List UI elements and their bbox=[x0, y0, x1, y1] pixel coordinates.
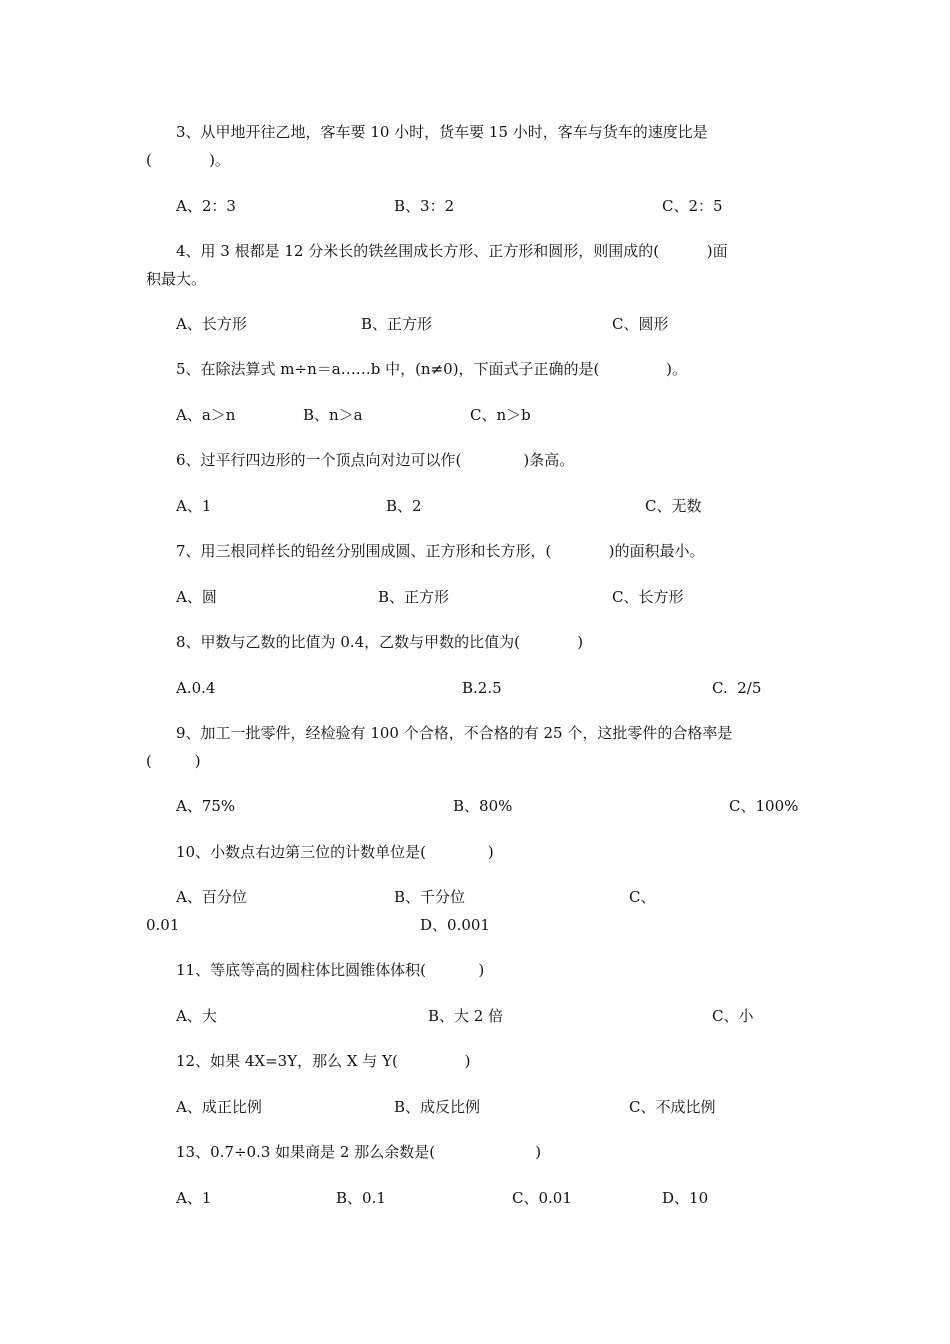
question-13-option-a: A、1 bbox=[176, 1189, 212, 1207]
question-3-stem: 3、从甲地开往乙地，客车要 10 小时，货车要 15 小时，客车与货车的速度比是 bbox=[176, 123, 708, 141]
question-5-option-b: B、n＞a bbox=[303, 406, 363, 424]
question-7-option-b: B、正方形 bbox=[378, 588, 450, 606]
question-3-blank: ( )。 bbox=[146, 151, 230, 169]
question-12-option-c: C、不成比例 bbox=[629, 1098, 716, 1116]
question-3-option-b: B、3：2 bbox=[394, 197, 455, 215]
question-10-option-c-value: 0.01 bbox=[146, 916, 180, 934]
question-4-option-a: A、长方形 bbox=[176, 315, 247, 333]
question-10-option-b: B、千分位 bbox=[394, 888, 466, 906]
question-8-option-c: C. 2/5 bbox=[712, 679, 762, 697]
question-6-option-b: B、2 bbox=[386, 497, 422, 515]
question-13-stem: 13、0.7÷0.3 如果商是 2 那么余数是( ) bbox=[176, 1143, 542, 1161]
question-10-option-a: A、百分位 bbox=[176, 888, 247, 906]
question-6-option-a: A、1 bbox=[176, 497, 212, 515]
question-10-stem: 10、小数点右边第三位的计数单位是( ) bbox=[176, 843, 494, 861]
question-10-option-c: C、 bbox=[629, 888, 656, 906]
question-7-option-c: C、长方形 bbox=[612, 588, 684, 606]
question-13-option-d: D、10 bbox=[662, 1189, 709, 1207]
question-8-option-b: B.2.5 bbox=[462, 679, 502, 697]
question-5-option-a: A、a＞n bbox=[176, 406, 236, 424]
question-3-option-c: C、2：5 bbox=[662, 197, 723, 215]
question-4-stem-continued: 积最大。 bbox=[146, 270, 207, 288]
question-11-option-b: B、大 2 倍 bbox=[428, 1007, 504, 1025]
question-10-option-d: D、0.001 bbox=[420, 916, 490, 934]
question-8-stem: 8、甲数与乙数的比值为 0.4，乙数与甲数的比值为( ) bbox=[176, 633, 584, 651]
question-6-option-c: C、无数 bbox=[645, 497, 702, 515]
question-9-option-c: C、100% bbox=[729, 797, 799, 815]
question-5-stem: 5、在除法算式 m÷n＝a……b 中，(n≠0)，下面式子正确的是( )。 bbox=[176, 360, 688, 378]
question-4-option-b: B、正方形 bbox=[361, 315, 433, 333]
question-4-stem: 4、用 3 根都是 12 分米长的铁丝围成长方形、正方形和圆形，则围成的( )面 bbox=[176, 242, 728, 260]
question-9-stem: 9、加工一批零件，经检验有 100 个合格，不合格的有 25 个，这批零件的合格率是 bbox=[176, 724, 733, 742]
question-7-stem: 7、用三根同样长的铅丝分别围成圆、正方形和长方形，( )的面积最小。 bbox=[176, 542, 705, 560]
question-11-option-a: A、大 bbox=[176, 1007, 217, 1025]
question-13-option-b: B、0.1 bbox=[336, 1189, 386, 1207]
question-7-option-a: A、圆 bbox=[176, 588, 217, 606]
question-6-stem: 6、过平行四边形的一个顶点向对边可以作( )条高。 bbox=[176, 451, 575, 469]
question-9-option-a: A、75% bbox=[176, 797, 236, 815]
question-8-option-a: A.0.4 bbox=[176, 679, 216, 697]
question-12-stem: 12、如果 4X=3Y，那么 X 与 Y( ) bbox=[176, 1052, 471, 1070]
question-5-option-c: C、n＞b bbox=[470, 406, 531, 424]
question-3-option-a: A、2：3 bbox=[176, 197, 236, 215]
question-9-blank: ( ) bbox=[146, 752, 201, 770]
question-12-option-a: A、成正比例 bbox=[176, 1098, 262, 1116]
question-11-stem: 11、等底等高的圆柱体比圆锥体体积( ) bbox=[176, 961, 485, 979]
question-11-option-c: C、小 bbox=[712, 1007, 754, 1025]
question-9-option-b: B、80% bbox=[453, 797, 513, 815]
question-12-option-b: B、成反比例 bbox=[394, 1098, 481, 1116]
question-4-option-c: C、圆形 bbox=[612, 315, 669, 333]
question-13-option-c: C、0.01 bbox=[512, 1189, 572, 1207]
